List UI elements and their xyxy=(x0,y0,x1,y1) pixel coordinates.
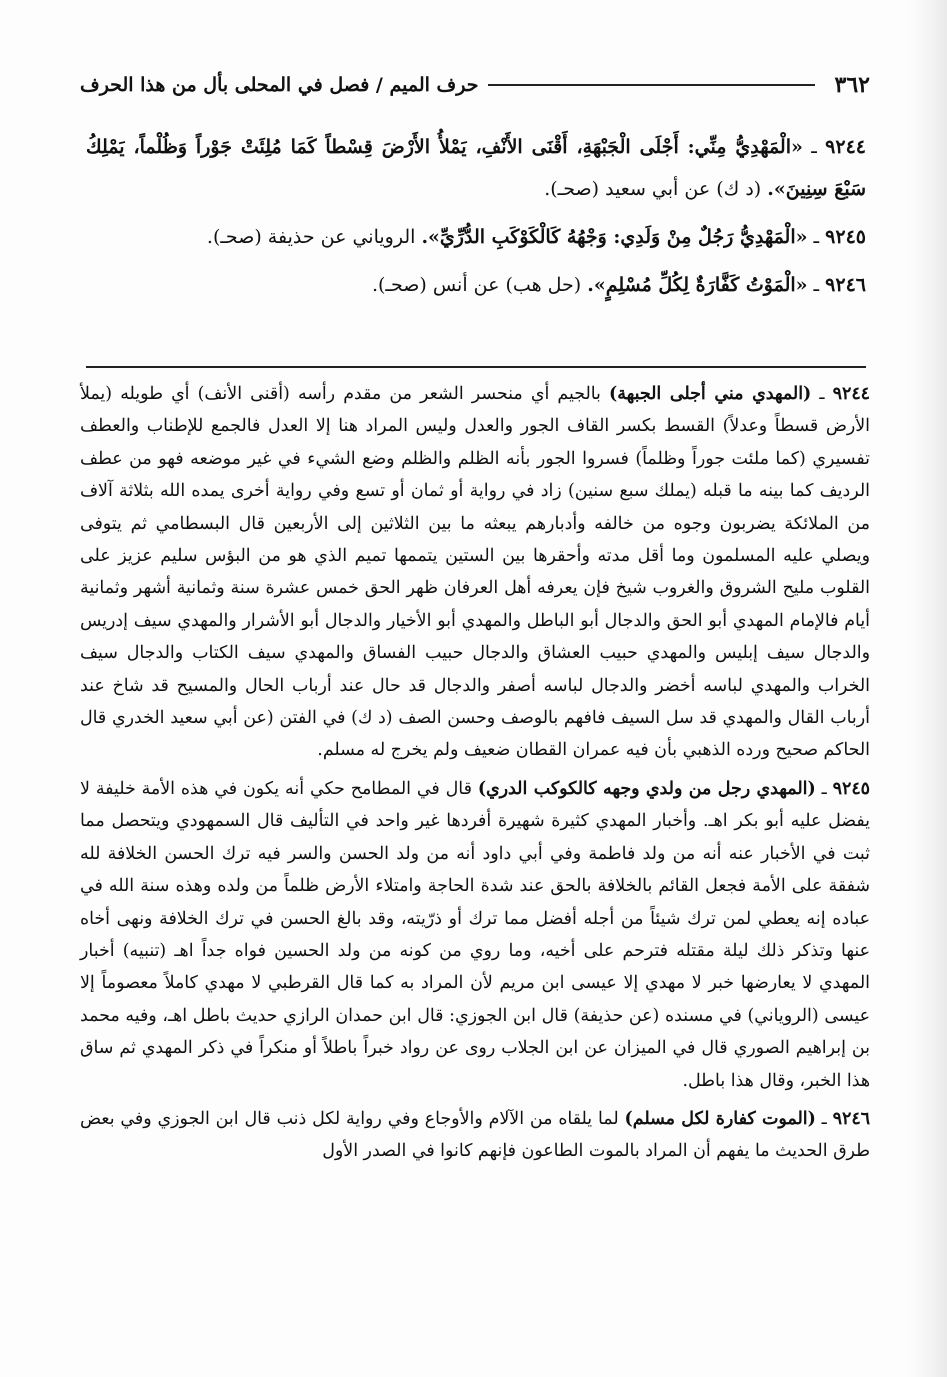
hadith-number: ٩٢٤٥ xyxy=(825,226,866,248)
hadith-number: ٩٢٤٤ xyxy=(825,136,866,158)
hadith-source: الروياني عن حذيفة (صحـ). xyxy=(206,226,416,248)
hadith-text: «الْمَهْدِيُّ مِنِّي: أَجْلَى الْجَبْهَةِ، أَقْنَى الأَنْفِ، يَمْلأُ الأَرْضَ قِسْطاً كَمَا مُلِئَتْ جَوْراً وَظُلْماً، يَمْلِكُ سَبْعَ سِنِينَ». xyxy=(86,136,866,200)
hadith-item: ٩٢٤٤ ـ «الْمَهْدِيُّ مِنِّي: أَجْلَى الْجَبْهَةِ، أَقْنَى الأَنْفِ، يَمْلأُ الأَرْضَ قِسْطاً كَمَا مُلِئَتْ جَوْراً وَظُلْماً، يَمْلِكُ سَبْعَ سِنِينَ». (د ك) عن أبي سعيد (صحـ). xyxy=(86,136,866,200)
commentary-lead: (الموت كفارة لكل مسلم) xyxy=(624,1108,816,1129)
hadith-source: (د ك) عن أبي سعيد (صحـ). xyxy=(544,178,762,200)
commentary-lead: (المهدي مني أجلى الجبهة) xyxy=(609,384,812,404)
commentary-body: لما يلقاه من الآلام والأوجاع وفي رواية لكل ذنب قال ابن الجوزي وفي بعض طرق الحديث ما يفهم أن المراد بالموت الطاعون فإنهم كانوا في الصدر الأول xyxy=(80,1108,870,1162)
commentary-body: قال في المطامح حكي أنه يكون في هذه الأمة خليفة لا يفضل عليه أبو بكر اهـ. وأخبار المهدي كثيرة شهيرة أفردها غير واحد في التأليف قال السمهودي ويتحصل مما ثبت في الأخبار عنه أنه من ولد فاطمة وفي أبي داود أنه من ولد الحسن والسر فيه ترك الحسن الخلافة لله شفقة على الأمة فجعل القائم بالخلافة بالحق عند شدة الحاجة وامتلاء الأرض ظلماً من ولده وهذه سنة الله في عباده إنه يعطي لمن ترك شيئاً من أجله أفضل مما ترك أو ذرّيته، وقد بالغ الحسن في ترك الخلافة ونهى أخاه عنها وتذكر ذلك ليلة مقتله فترحم على أخيه، وما روي من كونه من ولد الحسين فواه جداً اهـ (تنبيه) أخبار المهدي لا يعارضها خبر لا مهدي إلا عيسى ابن مريم لأن المراد به كما قال القرطبي لا مهدي كاملاً معصوماً إلا عيسى (الروياني) في مسنده (عن حذيفة) قال ابن الجوزي: قال ابن حمدان الرازي حديث باطل اهـ، وفيه محمد بن إبراهيم الصوري قال في الميزان عن ابن الجلاب روى عن رواد خبراً باطلاً أو منكراً في ذكر المهدي ثم ساق هذا الخبر، وقال هذا باطل. xyxy=(80,778,870,1091)
running-header xyxy=(80,68,870,102)
commentary-body: بالجيم أي منحسر الشعر من مقدم رأسه (أقنى الأنف) أي طويله (يملأ الأرض قسطاً وعدلاً) القسط بكسر القاف الجور والعدل وليس المراد هنا إلا العدل فالجمع للإطناب والعطف تفسيري (كما ملئت جوراً وظلماً) فسروا الجور بأنه الظلم والظلم وضع الشيء في غير موضعه فهو من عطف الرديف كما بينه ما قبله (يملك سبع سنين) زاد في رواية أو ثمان أو تسع وفي رواية أخرى يمده الله بثلاثة آلاف من الملائكة يضربون وجوه من خالفه وأدبارهم يبعثه ما بين الثلاثين إلى الأربعين قال البسطامي ثم يتوفى ويصلي عليه المسلمون وما أقل مدته وأحقرها بين الستين يتممها تميم الذي هو من البؤس سليم عزيز على القلوب مليح الشروق والغروب شيخ فإن يعرفه أهل العرفان ظهر الحق خمس عشرة سنة وثمانية أشهر وثمانية أيام فالإمام المهدي أبو الحق والدجال أبو الباطل والمهدي أبو الأخيار والدجال أبو الأشرار والمهدي سيف إدريس والدجال سيف إبليس والمهدي حبيب العشاق والدجال حبيب الفساق والمهدي سيف الكتاب والدجال سيف الخراب والمهدي لباسه أخضر والدجال لباسه أصفر والدجال قد حال عند أرباب الحال والمسيح قد شاخ عند أرباب القال والمهدي قد سل السيف فافهم بالوصف وحسن الصف (د ك) في الفتن (عن أبي سعيد الخدري قال الحاكم صحيح ورده الذهبي بأن فيه عمران القطان ضعيف ولم يخرج له مسلم. xyxy=(80,384,870,761)
page-edge-shadow xyxy=(907,0,947,1377)
commentary-paragraph: ٩٢٤٥ ـ (المهدي رجل من ولدي وجهه كالكوكب الدري) قال في المطامح حكي أنه يكون في هذه الأمة خليفة لا يفضل عليه أبو بكر اهـ. وأخبار المهدي كثيرة شهيرة أفردها غير واحد في التأليف قال السمهودي ويتحصل مما ثبت في الأخبار عنه أنه من ولد فاطمة وفي أبي داود أنه من ولد الحسن والسر فيه ترك الحسن الخلافة لله شفقة على الأمة فجعل القائم بالخلافة بالحق عند شدة الحاجة وامتلاء الأرض ظلماً من ولده وهذه سنة الله في عباده إنه يعطي لمن ترك شيئاً من أجله أفضل مما ترك أو ذرّيته، وقد بالغ الحسن في ترك الخلافة ونهى أخاه عنها وتذكر ذلك ليلة مقتله فترحم على أخيه، وما روي من كونه من ولد الحسين فواه جداً اهـ (تنبيه) أخبار المهدي لا يعارضها خبر لا مهدي إلا عيسى ابن مريم لأن المراد به كما قال القرطبي لا مهدي كاملاً معصوماً إلا عيسى (الروياني) في مسنده (عن حذيفة) قال ابن الجوزي: قال ابن حمدان الرازي حديث باطل اهـ، وفيه محمد بن إبراهيم الصوري قال في الميزان عن ابن الجلاب روى عن رواد خبراً باطلاً أو منكراً في ذكر المهدي ثم ساق هذا الخبر، وقال هذا باطل. xyxy=(80,778,871,1091)
hadith-text: «الْمَوْتُ كَفَّارَةٌ لِكُلِّ مُسْلِمٍ». xyxy=(587,274,808,296)
page-number: ٣٦٢ xyxy=(834,72,870,98)
hadith-source: (حل هب) عن أنس (صحـ). xyxy=(371,274,582,296)
header-rule xyxy=(488,84,814,86)
commentary-paragraph: ٩٢٤٦ ـ (الموت كفارة لكل مسلم) لما يلقاه من الآلام والأوجاع وفي رواية لكل ذنب قال ابن الجوزي وفي بعض طرق الحديث ما يفهم أن المراد بالموت الطاعون فإنهم كانوا في الصدر الأول xyxy=(80,1108,871,1162)
commentary-section xyxy=(80,378,870,1174)
header-title: حرف الميم / فصل في المحلى بأل من هذا الحرف xyxy=(80,74,479,96)
hadith-item: ٩٢٤٥ ـ «الْمَهْدِيُّ رَجُلٌ مِنْ وَلَدِي: وَجْهُهُ كَالْكَوْكَبِ الدُّرِّيِّ». الروياني عن حذيفة (صحـ). xyxy=(206,226,866,248)
commentary-paragraph: ٩٢٤٤ ـ (المهدي مني أجلى الجبهة) بالجيم أي منحسر الشعر من مقدم رأسه (أقنى الأنف) أي طويله (يملأ الأرض قسطاً وعدلاً) القسط بكسر القاف الجور والعدل وليس المراد هنا إلا العدل فالجمع للإطناب والعطف تفسيري (كما ملئت جوراً وظلماً) فسروا الجور بأنه الظلم والظلم وضع الشيء في غير موضعه فهو من عطف الرديف كما بينه ما قبله (يملك سبع سنين) زاد في رواية أو ثمان أو تسع وفي رواية أخرى يمده الله بثلاثة آلاف من الملائكة يضربون وجوه من خالفه وأدبارهم يبعثه ما بين الثلاثين إلى الأربعين قال البسطامي ثم يتوفى ويصلي عليه المسلمون وما أقل مدته وأحقرها بين الستين يتممها تميم الذي هو من البؤس سليم عزيز على القلوب مليح الشروق والغروب شيخ فإن يعرفه أهل العرفان ظهر الحق خمس عشرة سنة وثمانية أشهر وثمانية أيام فالإمام المهدي أبو الحق والدجال أبو الباطل والمهدي أبو الأخيار والدجال أبو الأشرار والمهدي سيف إدريس والدجال سيف إبليس والمهدي حبيب العشاق والدجال حبيب الفساق والمهدي سيف الكتاب والدجال سيف الخراب والمهدي لباسه أخضر والدجال لباسه أصفر والدجال قد حال عند أرباب الحال والمسيح قد شاخ عند أرباب القال والمهدي قد سل السيف فافهم بالوصف وحسن الصف (د ك) في الفتن (عن أبي سعيد الخدري قال الحاكم صحيح ورده الذهبي بأن فيه عمران القطان ضعيف ولم يخرج له مسلم. xyxy=(80,384,871,761)
commentary-number: ٩٢٤٦ xyxy=(832,1108,871,1129)
hadith-number: ٩٢٤٦ xyxy=(825,274,866,296)
hadith-text: «الْمَهْدِيُّ رَجُلٌ مِنْ وَلَدِي: وَجْهُهُ كَالْكَوْكَبِ الدُّرِّيِّ». xyxy=(421,226,808,248)
hadith-item: ٩٢٤٦ ـ «الْمَوْتُ كَفَّارَةٌ لِكُلِّ مُسْلِمٍ». (حل هب) عن أنس (صحـ). xyxy=(371,274,866,296)
commentary-number: ٩٢٤٥ xyxy=(832,778,871,799)
section-divider xyxy=(86,366,866,368)
hadith-list xyxy=(86,126,866,312)
commentary-number: ٩٢٤٤ xyxy=(832,384,871,404)
commentary-lead: (المهدي رجل من ولدي وجهه كالكوكب الدري) xyxy=(477,778,816,799)
